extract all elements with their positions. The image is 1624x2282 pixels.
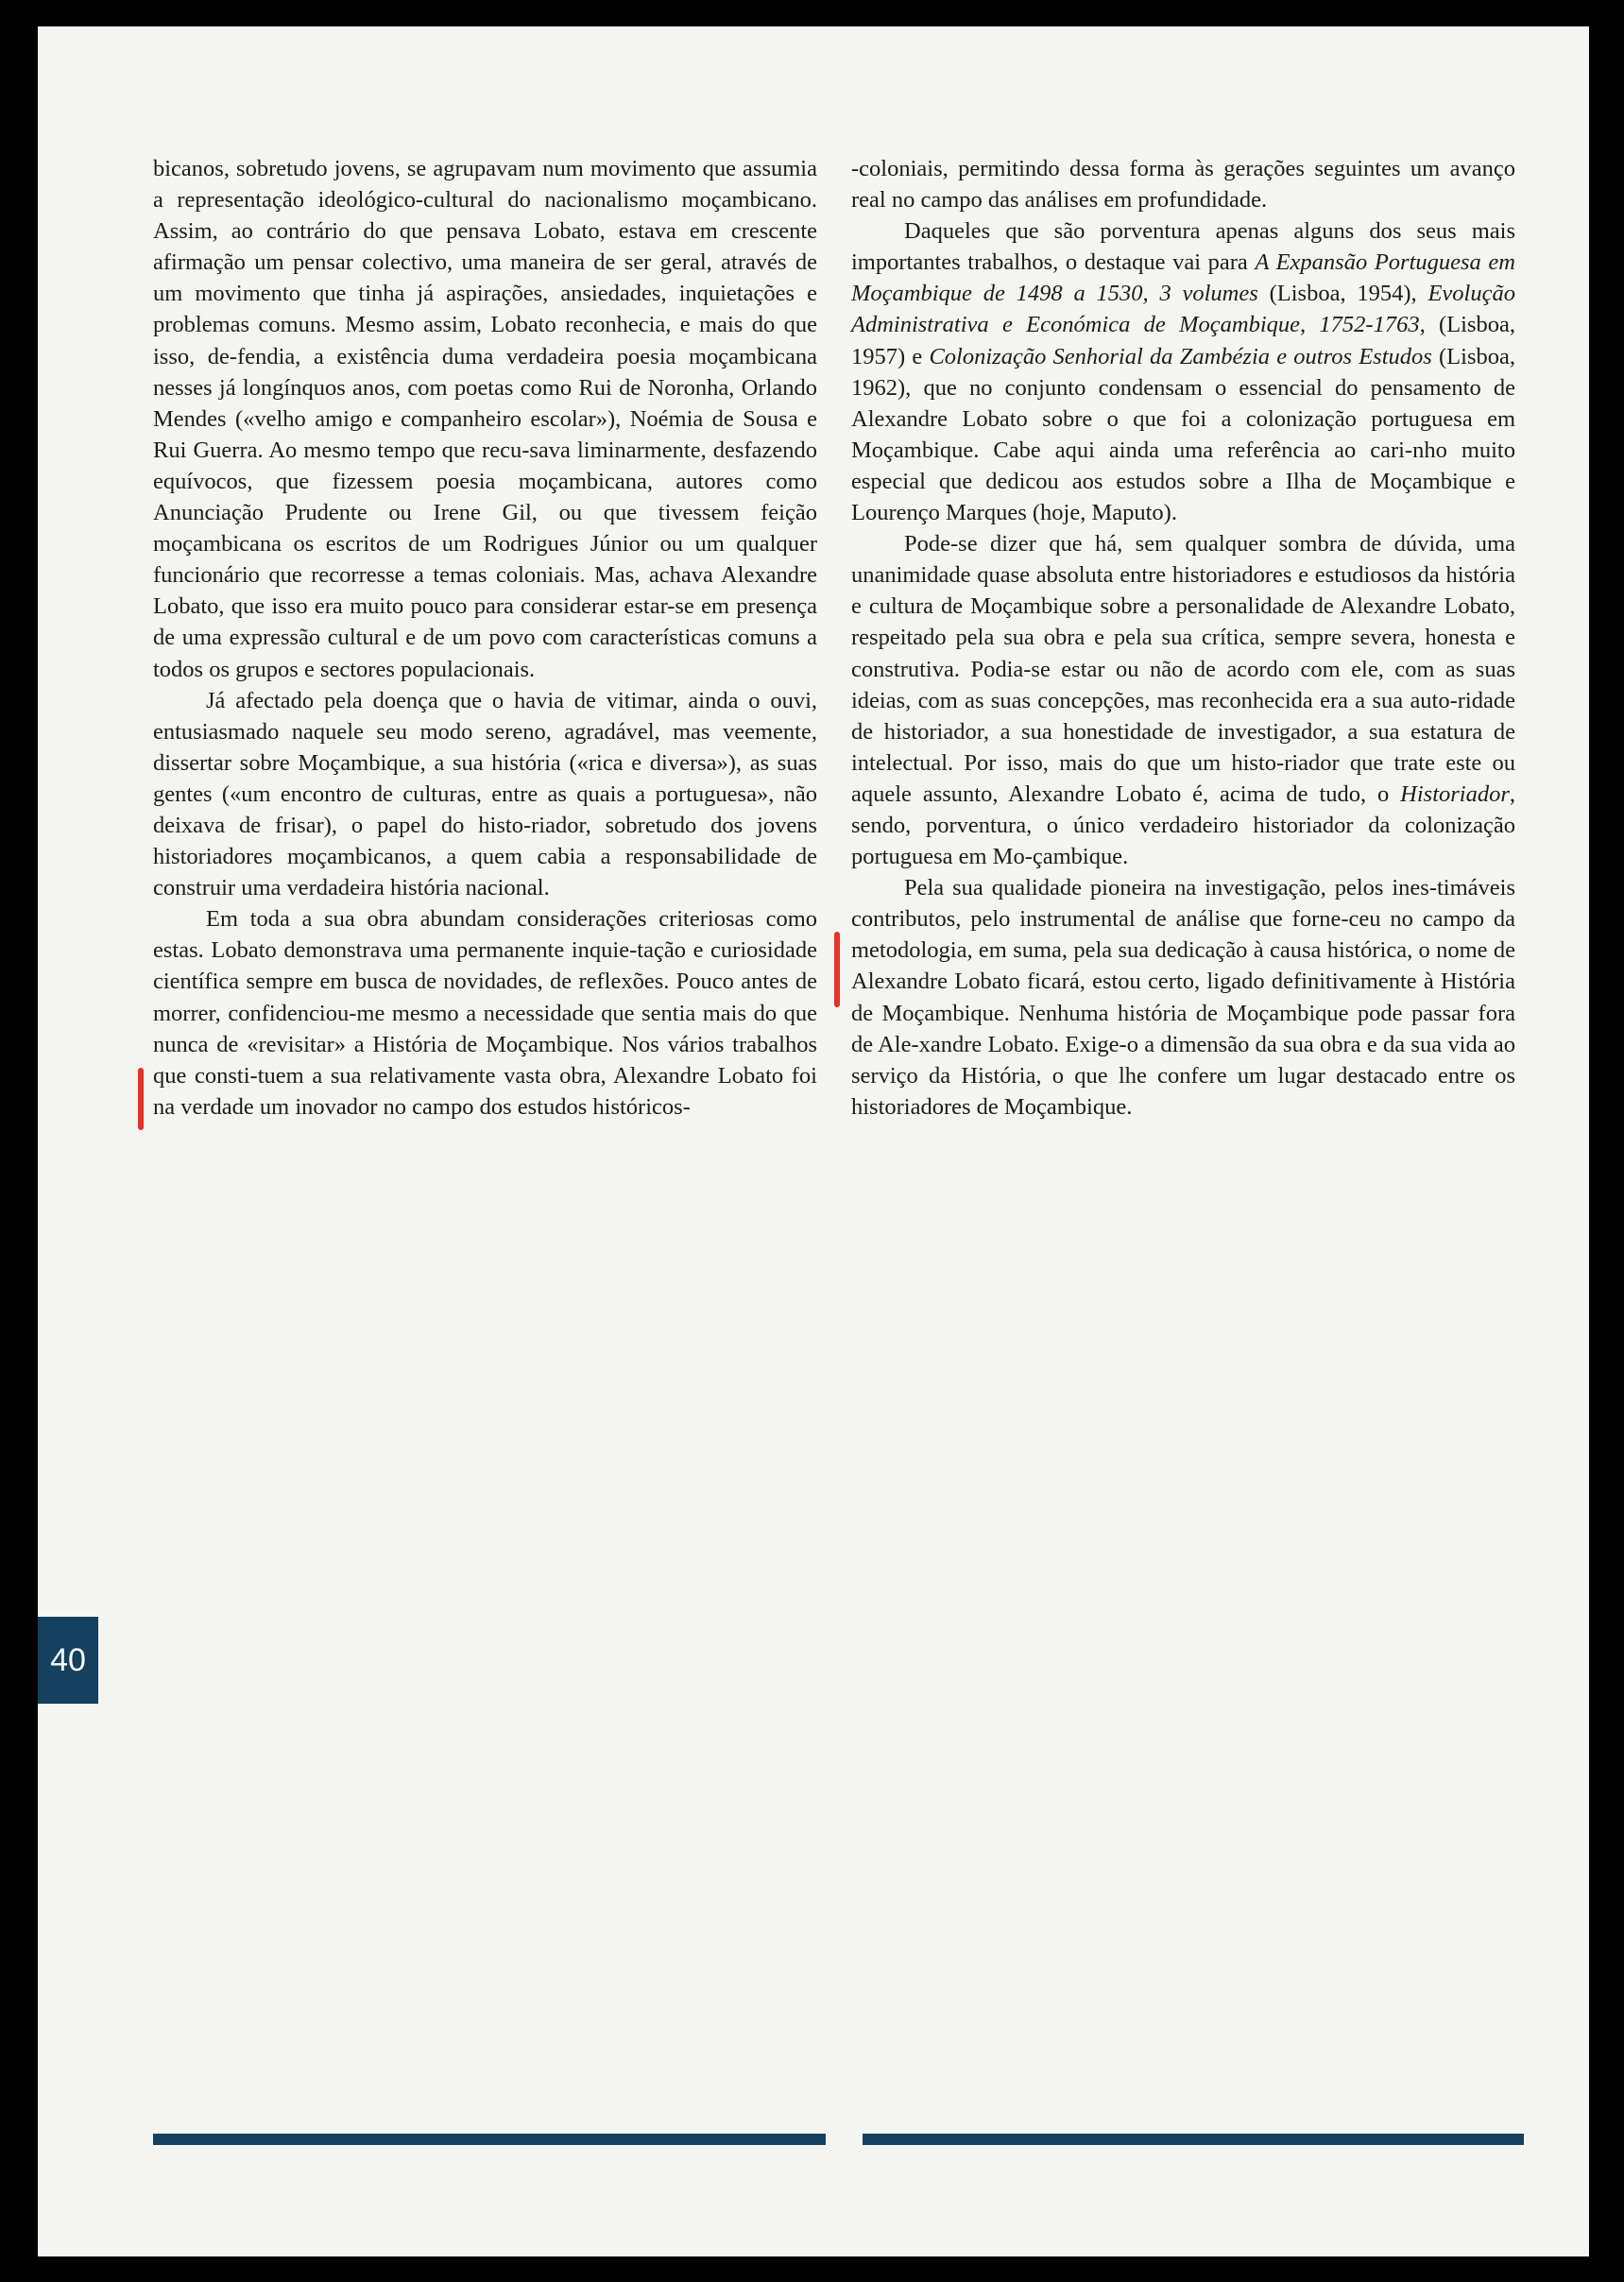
right-column [851, 153, 1515, 1123]
show-through-text-right [860, 1406, 1512, 2105]
left-column [153, 153, 817, 1123]
magazine-page [38, 26, 1589, 2256]
right-paragraph-2 [851, 215, 1515, 528]
left-paragraph-1: bicanos, sobretudo jovens, se agrupavam num movimento que assumia a representação ideológico-cultural do nacionalismo moçambicano. Assim, ao contrário do que pensava Lobato, estava em crescente afirmação um pensar colectivo, uma maneira de ser geral, através de um movimento que tinha já aspirações, ansiedades, inquietações e problemas comuns. Mesmo assim, Lobato reconhecia, e mais do que isso, de-fendia, a existência duma verdadeira poesia moçambicana nesses já longínquos anos, com poetas como Rui de Noronha, Orlando Mendes («velho amigo e companheiro escolar»), Noémia de Sousa e Rui Guerra. Ao mesmo tempo que recu-sava liminarmente, desfazendo equívocos, que fizessem poesia moçambicana, autores como Anunciação Prudente ou Irene Gil, ou que tivessem feição moçambicana os escritos de um Rodrigues Júnior ou um qualquer funcionário que recorresse a temas coloniais. Mas, achava Alexandre Lobato, que isso era muito pouco para considerar estar-se em presença de uma expressão cultural e de um povo com características comuns a todos os grupos e sectores populacionais. [153, 156, 817, 682]
emphasis: Historiador [1400, 781, 1510, 807]
book-title: A Expansão Portuguesa em Moçambique de 1498 a 1530, 3 volumes [851, 249, 1516, 307]
footer-rule-right [863, 2134, 1524, 2145]
text-span: (Lisboa, 1954), [1257, 281, 1428, 307]
text-span: (Lisboa, 1962), que no conjunto condensam o essencial do pensamento de Alexandre Lobato sobre o que foi a colonização portuguesa em Moçambique. Cabe aqui ainda uma referência ao cari-nho muito especial que dedicou aos estudos sobre a Ilha de Moçambique e Lourenço Marques (hoje, Maputo). [851, 343, 1515, 526]
text-span: Daqueles que são porventura apenas alguns dos seus mais importantes trabalhos, o destaque vai para [851, 218, 1515, 276]
page-number: 40 [50, 1641, 86, 1678]
left-paragraph-2: Já afectado pela doença que o havia de vitimar, ainda o ouvi, entusiasmado naquele seu modo sereno, agradável, mas veemente, dissertar sobre Moçambique, a sua história («rica e diversa»), as suas gentes («um encontro de culturas, entre as quais a portuguesa», não deixava de frisar), o papel do histo-riador, sobretudo dos jovens historiadores moçambicanos, a quem cabia a responsabilidade de construir uma verdadeira história nacional. [153, 687, 817, 901]
page-number-tab [38, 1617, 98, 1704]
show-through-text-left [161, 1312, 812, 2105]
highlight-marker-right [834, 932, 840, 1007]
book-title: Colonização Senhorial da Zambézia e outros Estudos [929, 343, 1432, 369]
book-title: Evolução Administrativa e Económica de Moçambique, 1752-1763, [851, 281, 1515, 338]
text-span: , sendo, porventura, o único verdadeiro historiador da colonização portuguesa em Mo-çambique. [851, 781, 1515, 870]
right-paragraph-4: Pela sua qualidade pioneira na investigação, pelos ines-timáveis contributos, pelo instrumental de análise que forne-ceu no campo da metodologia, em suma, pela sua dedicação à causa histórica, o nome de Alexandre Lobato ficará, estou certo, ligado definitivamente à História de Moçambique. Nenhuma história de Moçambique pode passar fora de Ale-xandre Lobato. Exige-o a dimensão da sua obra e da sua vida ao serviço da História, o que lhe confere um lugar destacado entre os historiadores de Moçambique. [851, 875, 1515, 1120]
right-paragraph-1: -coloniais, permitindo dessa forma às gerações seguintes um avanço real no campo das análises em profundidade. [851, 156, 1515, 214]
highlight-marker-left [138, 1068, 144, 1130]
text-span: (Lisboa, 1957) e [851, 312, 1515, 369]
left-paragraph-3: Em toda a sua obra abundam considerações criteriosas como estas. Lobato demonstrava uma permanente inquie-tação e curiosidade científica sempre em busca de novidades, de reflexões. Pouco antes de morrer, confidenciou-me mesmo a necessidade que sentia mais do que nunca de «revisitar» a História de Moçambique. Nos vários trabalhos que consti-tuem a sua relativamente vasta obra, Alexandre Lobato foi na verdade um inovador no campo dos estudos históricos- [153, 906, 817, 1120]
footer-rule-left [153, 2134, 826, 2145]
text-span: Pode-se dizer que há, sem qualquer sombra de dúvida, uma unanimidade quase absoluta entre historiadores e estudiosos da história e cultura de Moçambique sobre a personalidade de Alexandre Lobato, respeitado pela sua obra e pela sua crítica, sempre severa, honesta e construtiva. Podia-se estar ou não de acordo com ele, com as suas ideias, com as suas concepções, mas reconhecida era a sua auto-ridade de historiador, a sua honestidade de investigador, a sua estatura de intelectual. Por isso, mais do que um histo-riador que trate este ou aquele assunto, Alexandre Lobato é, acima de tudo, o [851, 531, 1515, 807]
right-paragraph-3 [851, 528, 1515, 872]
